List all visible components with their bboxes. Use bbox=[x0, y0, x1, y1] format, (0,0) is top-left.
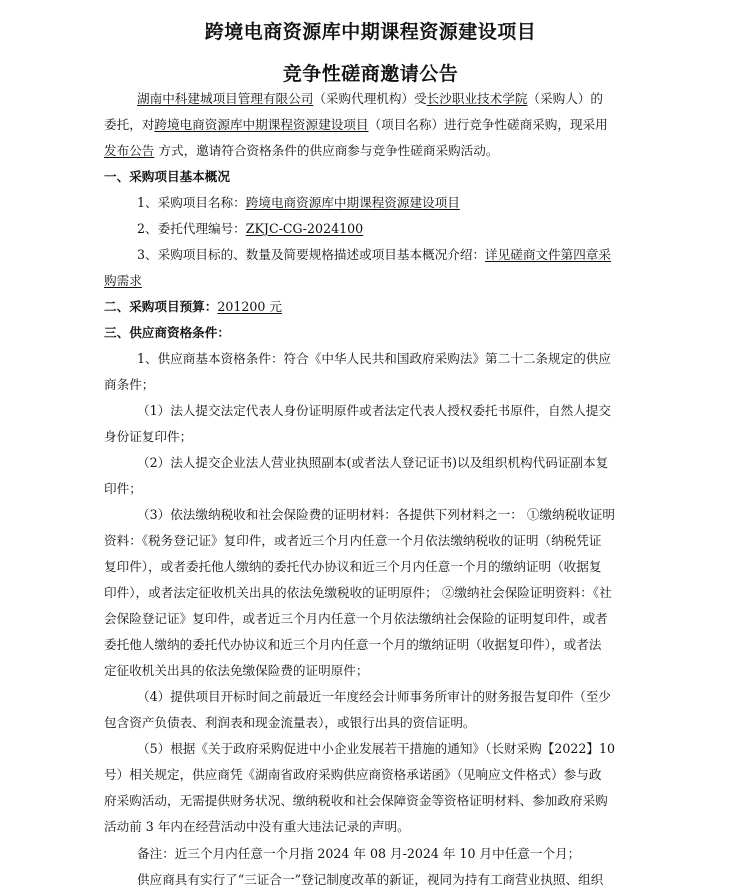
paragraph-line: 会保险登记证》复印件，或者近三个月内任意一个月依法缴纳社会保险的证明复印件，或者 bbox=[104, 611, 608, 626]
section-1-item-3-cont: 购需求 bbox=[104, 273, 142, 288]
section-2-heading: 二、采购项目预算： bbox=[104, 299, 218, 314]
section-3-heading: 三、供应商资格条件： bbox=[104, 325, 230, 340]
paragraph-line: 1、供应商基本资格条件：符合《中华人民共和国政府采购法》第二十二条规定的供应 bbox=[137, 351, 611, 366]
paragraph-line: 印件），或者法定征收机关出具的依法免缴税收的证明原件； ②缴纳社会保险证明资料：《社 bbox=[104, 585, 612, 600]
paragraph-line: （3）依法缴纳税收和社会保险费的证明材料：各提供下列材料之一： ①缴纳税收证明 bbox=[137, 507, 615, 522]
paragraph-line: （1）法人提交法定代表人身份证明原件或者法定代表人授权委托书原件，自然人提交 bbox=[137, 403, 611, 418]
paragraph-line: 活动前 3 年内在经营活动中没有重大违法记录的声明。 bbox=[104, 819, 410, 834]
paragraph-line: （5）根据《关于政府采购促进中小企业发展若干措施的通知》（长财采购【2022】10 bbox=[137, 741, 615, 756]
document-title: 跨境电商资源库中期课程资源建设项目 bbox=[204, 21, 537, 43]
project-name: 跨境电商资源库中期课程资源建设项目 bbox=[154, 117, 369, 132]
paragraph-line: 供应商具有实行了“三证合一”登记制度改革的新证，视同为持有工商营业执照、组织 bbox=[137, 872, 604, 887]
intro-line-2: 委托，对跨境电商资源库中期课程资源建设项目（项目名称）进行竞争性磋商采购，现采用 bbox=[104, 117, 608, 132]
procurement-method: 发布公告 bbox=[104, 143, 155, 158]
paragraph-line: 复印件），或者委托他人缴纳的委托代办协议和近三个月内任意一个月的缴纳证明（收据复 bbox=[104, 559, 602, 574]
paragraph-line: 身份证复印件； bbox=[104, 429, 193, 444]
section-1-item-3: 3、采购项目标的、数量及简要规格描述或项目基本概况介绍：详见磋商文件第四章采 bbox=[137, 247, 611, 262]
note-line: 备注：近三个月内任意一个月指 2024 年 08 月-2024 年 10 月中任意一个月； bbox=[137, 846, 581, 861]
section-1-item-1: 1、采购项目名称：跨境电商资源库中期课程资源建设项目 bbox=[137, 195, 460, 210]
paragraph-line: 号）相关规定，供应商凭《湖南省政府采购供应商资格承诺函》（见响应文件格式）参与政 bbox=[104, 767, 602, 782]
intro-line-3: 发布公告 方式，邀请符合资格条件的供应商参与竞争性磋商采购活动。 bbox=[104, 143, 499, 158]
section-1-heading: 一、采购项目基本概况 bbox=[104, 169, 230, 184]
agency-name: 湖南中科建城项目管理有限公司 bbox=[137, 91, 314, 106]
paragraph-line: 包含资产负债表、利润表和现金流量表），或银行出具的资信证明。 bbox=[104, 715, 476, 730]
paragraph-line: 印件； bbox=[104, 481, 142, 496]
budget-value: 201200 元 bbox=[217, 299, 283, 314]
paragraph-line: 府采购活动，无需提供财务状况、缴纳税收和社会保障资金等资格证明材料、参加政府采购 bbox=[104, 793, 608, 808]
paragraph-line: 商条件； bbox=[104, 377, 155, 392]
section-2 bbox=[104, 298, 282, 316]
paragraph-line: 资料：《税务登记证》复印件，或者近三个月内任意一个月依法缴纳税收的证明（纳税凭证 bbox=[104, 533, 602, 548]
intro-line-1: 湖南中科建城项目管理有限公司（采购代理机构）受长沙职业技术学院（采购人）的 bbox=[137, 91, 603, 106]
paragraph-line: 定征收机关出具的依法免缴保险费的证明原件； bbox=[104, 663, 369, 678]
paragraph-line: 委托他人缴纳的委托代办协议和近三个月内任意一个月的缴纳证明（收据复印件），或者法 bbox=[104, 637, 602, 652]
section-1-item-2: 2、委托代理编号：ZKJC-CG-2024100 bbox=[137, 221, 364, 236]
paragraph-line: （4）提供项目开标时间之前最近一年度经会计师事务所审计的财务报告复印件（至少 bbox=[137, 689, 611, 704]
document-subtitle: 竞争性磋商邀请公告 bbox=[282, 63, 459, 85]
paragraph-line: （2）法人提交企业法人营业执照副本(或者法人登记证书)以及组织机构代码证副本复 bbox=[137, 455, 609, 470]
purchaser-name: 长沙职业技术学院 bbox=[426, 91, 528, 106]
